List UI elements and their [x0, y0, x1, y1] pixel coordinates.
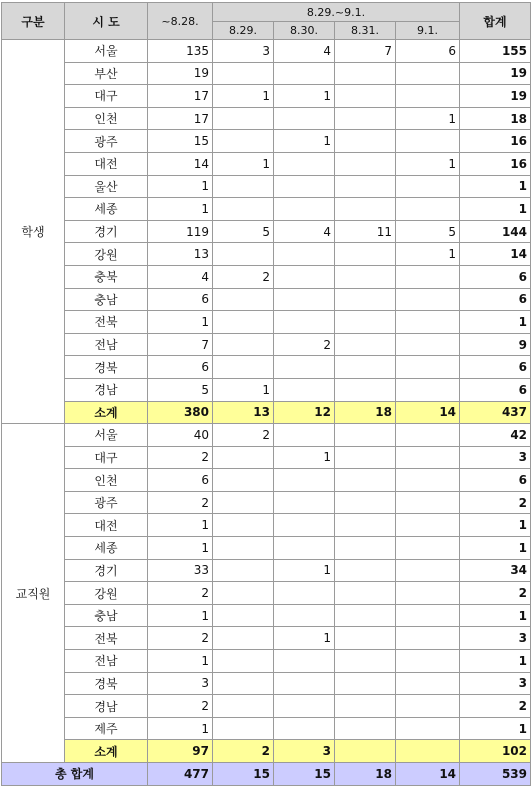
confirmed-cases-table	[1, 2, 531, 786]
until-cell: 6	[148, 469, 213, 492]
total-cell: 6	[460, 469, 531, 492]
date-cell: 4	[274, 40, 335, 63]
date-cell	[335, 537, 396, 560]
subtotal-label: 소계	[65, 740, 148, 763]
header-date: 8.30.	[274, 22, 335, 40]
table-row	[2, 650, 531, 673]
date-cell: 5	[396, 220, 460, 243]
date-cell	[396, 424, 460, 447]
total-cell: 155	[460, 40, 531, 63]
date-cell	[335, 424, 396, 447]
date-cell	[335, 491, 396, 514]
date-cell	[396, 514, 460, 537]
date-cell	[213, 198, 274, 221]
date-cell	[213, 650, 274, 673]
region-cell: 서울	[65, 40, 148, 63]
until-cell: 4	[148, 265, 213, 288]
table-row	[2, 559, 531, 582]
date-cell	[213, 311, 274, 334]
until-cell: 2	[148, 627, 213, 650]
date-cell	[274, 107, 335, 130]
date-cell	[335, 356, 396, 379]
date-cell: 1	[396, 243, 460, 266]
date-cell	[213, 717, 274, 740]
until-cell: 17	[148, 107, 213, 130]
total-cell: 6	[460, 356, 531, 379]
until-cell: 1	[148, 198, 213, 221]
date-cell	[396, 604, 460, 627]
region-cell: 광주	[65, 130, 148, 153]
date-cell	[274, 288, 335, 311]
header-category: 구분	[2, 3, 65, 40]
until-cell: 1	[148, 175, 213, 198]
subtotal-cell	[335, 740, 396, 763]
until-cell: 3	[148, 672, 213, 695]
date-cell	[335, 107, 396, 130]
region-cell: 울산	[65, 175, 148, 198]
date-cell	[274, 198, 335, 221]
subtotal-cell: 12	[274, 401, 335, 424]
until-cell: 2	[148, 582, 213, 605]
date-cell: 1	[274, 559, 335, 582]
region-cell: 광주	[65, 491, 148, 514]
total-cell: 3	[460, 627, 531, 650]
date-cell	[335, 514, 396, 537]
date-cell	[335, 62, 396, 85]
table-row	[2, 220, 531, 243]
table-row	[2, 62, 531, 85]
date-cell	[335, 559, 396, 582]
until-cell: 1	[148, 537, 213, 560]
subtotal-row	[2, 740, 531, 763]
date-cell: 1	[274, 130, 335, 153]
region-cell: 세종	[65, 537, 148, 560]
region-cell: 대구	[65, 446, 148, 469]
date-cell	[396, 491, 460, 514]
date-cell	[274, 243, 335, 266]
subtotal-total: 437	[460, 401, 531, 424]
region-cell: 경북	[65, 672, 148, 695]
date-cell	[335, 175, 396, 198]
header-date: 8.31.	[335, 22, 396, 40]
header-until: ~8.28.	[148, 3, 213, 40]
section-label: 교직원	[2, 424, 65, 763]
total-cell: 34	[460, 559, 531, 582]
grand-total-cell: 15	[274, 763, 335, 786]
date-cell	[335, 288, 396, 311]
date-cell	[335, 604, 396, 627]
grand-total-value: 539	[460, 763, 531, 786]
subtotal-cell: 13	[213, 401, 274, 424]
region-cell: 충남	[65, 288, 148, 311]
date-cell	[335, 130, 396, 153]
subtotal-row	[2, 401, 531, 424]
total-cell: 2	[460, 491, 531, 514]
header-date: 8.29.	[213, 22, 274, 40]
region-cell: 세종	[65, 198, 148, 221]
table-row	[2, 243, 531, 266]
region-cell: 인천	[65, 469, 148, 492]
date-cell: 1	[274, 627, 335, 650]
date-cell	[213, 582, 274, 605]
region-cell: 인천	[65, 107, 148, 130]
date-cell	[396, 627, 460, 650]
total-cell: 14	[460, 243, 531, 266]
date-cell	[335, 85, 396, 108]
date-cell	[396, 130, 460, 153]
table-row	[2, 265, 531, 288]
date-cell: 1	[396, 152, 460, 175]
region-cell: 서울	[65, 424, 148, 447]
subtotal-label: 소계	[65, 401, 148, 424]
date-cell: 6	[396, 40, 460, 63]
date-cell	[396, 356, 460, 379]
table-row	[2, 107, 531, 130]
date-cell	[213, 446, 274, 469]
date-cell	[274, 424, 335, 447]
table-row	[2, 152, 531, 175]
date-cell	[213, 107, 274, 130]
date-cell	[274, 604, 335, 627]
date-cell	[213, 514, 274, 537]
total-cell: 3	[460, 672, 531, 695]
grand-total-cell: 15	[213, 763, 274, 786]
date-cell	[335, 672, 396, 695]
date-cell: 1	[396, 107, 460, 130]
region-cell: 대전	[65, 514, 148, 537]
subtotal-cell: 14	[396, 401, 460, 424]
grand-total-cell: 14	[396, 763, 460, 786]
date-cell	[274, 175, 335, 198]
date-cell	[274, 717, 335, 740]
date-cell	[335, 152, 396, 175]
total-cell: 1	[460, 175, 531, 198]
until-cell: 6	[148, 288, 213, 311]
table-row	[2, 514, 531, 537]
date-cell	[213, 356, 274, 379]
until-cell: 2	[148, 695, 213, 718]
date-cell	[213, 627, 274, 650]
table-row	[2, 469, 531, 492]
region-cell: 강원	[65, 243, 148, 266]
until-cell: 1	[148, 650, 213, 673]
grand-total-cell: 18	[335, 763, 396, 786]
total-cell: 2	[460, 582, 531, 605]
table-row	[2, 40, 531, 63]
date-cell	[213, 537, 274, 560]
until-cell: 33	[148, 559, 213, 582]
date-cell: 7	[335, 40, 396, 63]
date-cell	[274, 311, 335, 334]
table-row	[2, 85, 531, 108]
until-cell: 7	[148, 333, 213, 356]
date-cell: 1	[213, 85, 274, 108]
table-row	[2, 288, 531, 311]
total-cell: 2	[460, 695, 531, 718]
date-cell	[396, 378, 460, 401]
until-cell: 119	[148, 220, 213, 243]
until-cell: 1	[148, 514, 213, 537]
date-cell	[396, 582, 460, 605]
date-cell	[274, 672, 335, 695]
region-cell: 경기	[65, 220, 148, 243]
date-cell	[274, 650, 335, 673]
until-cell: 135	[148, 40, 213, 63]
total-cell: 6	[460, 288, 531, 311]
total-cell: 1	[460, 650, 531, 673]
region-cell: 전남	[65, 333, 148, 356]
date-cell	[396, 175, 460, 198]
date-cell	[274, 491, 335, 514]
date-cell	[335, 446, 396, 469]
date-cell	[396, 672, 460, 695]
table-row	[2, 491, 531, 514]
region-cell: 경북	[65, 356, 148, 379]
total-cell: 1	[460, 514, 531, 537]
total-cell: 1	[460, 717, 531, 740]
table-row	[2, 311, 531, 334]
region-cell: 제주	[65, 717, 148, 740]
date-cell: 1	[274, 85, 335, 108]
until-cell: 1	[148, 311, 213, 334]
total-cell: 6	[460, 378, 531, 401]
total-cell: 144	[460, 220, 531, 243]
date-cell	[274, 356, 335, 379]
date-cell	[274, 378, 335, 401]
region-cell: 강원	[65, 582, 148, 605]
table-row	[2, 537, 531, 560]
until-cell: 1	[148, 604, 213, 627]
date-cell	[213, 604, 274, 627]
date-cell	[213, 130, 274, 153]
region-cell: 경남	[65, 695, 148, 718]
region-cell: 충남	[65, 604, 148, 627]
date-cell	[335, 378, 396, 401]
date-cell	[335, 650, 396, 673]
date-cell	[335, 243, 396, 266]
region-cell: 전북	[65, 311, 148, 334]
date-cell	[335, 695, 396, 718]
date-cell	[396, 288, 460, 311]
until-cell: 5	[148, 378, 213, 401]
date-cell: 1	[213, 378, 274, 401]
table-row	[2, 627, 531, 650]
table-row	[2, 198, 531, 221]
until-cell: 13	[148, 243, 213, 266]
until-cell: 2	[148, 491, 213, 514]
date-cell	[335, 333, 396, 356]
table-row	[2, 672, 531, 695]
date-cell: 11	[335, 220, 396, 243]
table-row	[2, 424, 531, 447]
header-date: 9.1.	[396, 22, 460, 40]
header-total: 합계	[460, 3, 531, 40]
grand-total-cell: 477	[148, 763, 213, 786]
date-cell	[396, 85, 460, 108]
subtotal-cell: 18	[335, 401, 396, 424]
total-cell: 18	[460, 107, 531, 130]
date-cell: 1	[274, 446, 335, 469]
subtotal-cell	[396, 740, 460, 763]
date-cell	[213, 695, 274, 718]
total-cell: 1	[460, 604, 531, 627]
total-cell: 3	[460, 446, 531, 469]
date-cell	[213, 559, 274, 582]
date-cell	[396, 265, 460, 288]
table-row	[2, 175, 531, 198]
date-cell	[335, 469, 396, 492]
date-cell	[396, 446, 460, 469]
until-cell: 40	[148, 424, 213, 447]
header-period: 8.29.~9.1.	[213, 3, 460, 22]
total-cell: 16	[460, 152, 531, 175]
date-cell	[274, 582, 335, 605]
date-cell: 2	[213, 424, 274, 447]
date-cell	[396, 559, 460, 582]
section-label: 학생	[2, 40, 65, 424]
date-cell	[396, 62, 460, 85]
region-cell: 경남	[65, 378, 148, 401]
subtotal-cell: 2	[213, 740, 274, 763]
date-cell	[335, 265, 396, 288]
total-cell: 16	[460, 130, 531, 153]
date-cell	[213, 491, 274, 514]
total-cell: 6	[460, 265, 531, 288]
date-cell	[274, 469, 335, 492]
date-cell: 2	[213, 265, 274, 288]
date-cell	[335, 311, 396, 334]
date-cell	[213, 175, 274, 198]
total-cell: 1	[460, 537, 531, 560]
grand-total-row	[2, 763, 531, 786]
date-cell	[213, 333, 274, 356]
total-cell: 19	[460, 85, 531, 108]
date-cell	[396, 650, 460, 673]
until-cell: 15	[148, 130, 213, 153]
date-cell	[396, 537, 460, 560]
subtotal-cell: 380	[148, 401, 213, 424]
until-cell: 6	[148, 356, 213, 379]
date-cell	[335, 627, 396, 650]
table-row	[2, 378, 531, 401]
subtotal-cell: 97	[148, 740, 213, 763]
date-cell	[213, 288, 274, 311]
date-cell	[213, 243, 274, 266]
date-cell	[396, 695, 460, 718]
total-cell: 1	[460, 198, 531, 221]
subtotal-total: 102	[460, 740, 531, 763]
date-cell	[274, 537, 335, 560]
region-cell: 전북	[65, 627, 148, 650]
table-row	[2, 582, 531, 605]
grand-total-label: 총 합계	[2, 763, 148, 786]
date-cell: 5	[213, 220, 274, 243]
date-cell	[274, 152, 335, 175]
region-cell: 전남	[65, 650, 148, 673]
date-cell	[274, 695, 335, 718]
region-cell: 충북	[65, 265, 148, 288]
date-cell	[213, 469, 274, 492]
date-cell	[274, 265, 335, 288]
date-cell	[396, 333, 460, 356]
date-cell	[274, 514, 335, 537]
date-cell	[335, 717, 396, 740]
table-row	[2, 446, 531, 469]
date-cell: 3	[213, 40, 274, 63]
date-cell: 1	[213, 152, 274, 175]
table-row	[2, 695, 531, 718]
table-row	[2, 717, 531, 740]
table-row	[2, 130, 531, 153]
until-cell: 19	[148, 62, 213, 85]
until-cell: 1	[148, 717, 213, 740]
date-cell	[396, 311, 460, 334]
date-cell	[396, 717, 460, 740]
subtotal-cell: 3	[274, 740, 335, 763]
header-region: 시 도	[65, 3, 148, 40]
until-cell: 17	[148, 85, 213, 108]
date-cell	[213, 62, 274, 85]
date-cell: 4	[274, 220, 335, 243]
region-cell: 대전	[65, 152, 148, 175]
region-cell: 부산	[65, 62, 148, 85]
date-cell	[335, 198, 396, 221]
date-cell	[396, 198, 460, 221]
table-row	[2, 356, 531, 379]
table-row	[2, 333, 531, 356]
until-cell: 2	[148, 446, 213, 469]
date-cell	[274, 62, 335, 85]
region-cell: 대구	[65, 85, 148, 108]
until-cell: 14	[148, 152, 213, 175]
total-cell: 1	[460, 311, 531, 334]
region-cell: 경기	[65, 559, 148, 582]
table-row	[2, 604, 531, 627]
total-cell: 9	[460, 333, 531, 356]
date-cell	[396, 469, 460, 492]
date-cell	[335, 582, 396, 605]
total-cell: 42	[460, 424, 531, 447]
date-cell	[213, 672, 274, 695]
total-cell: 19	[460, 62, 531, 85]
date-cell: 2	[274, 333, 335, 356]
